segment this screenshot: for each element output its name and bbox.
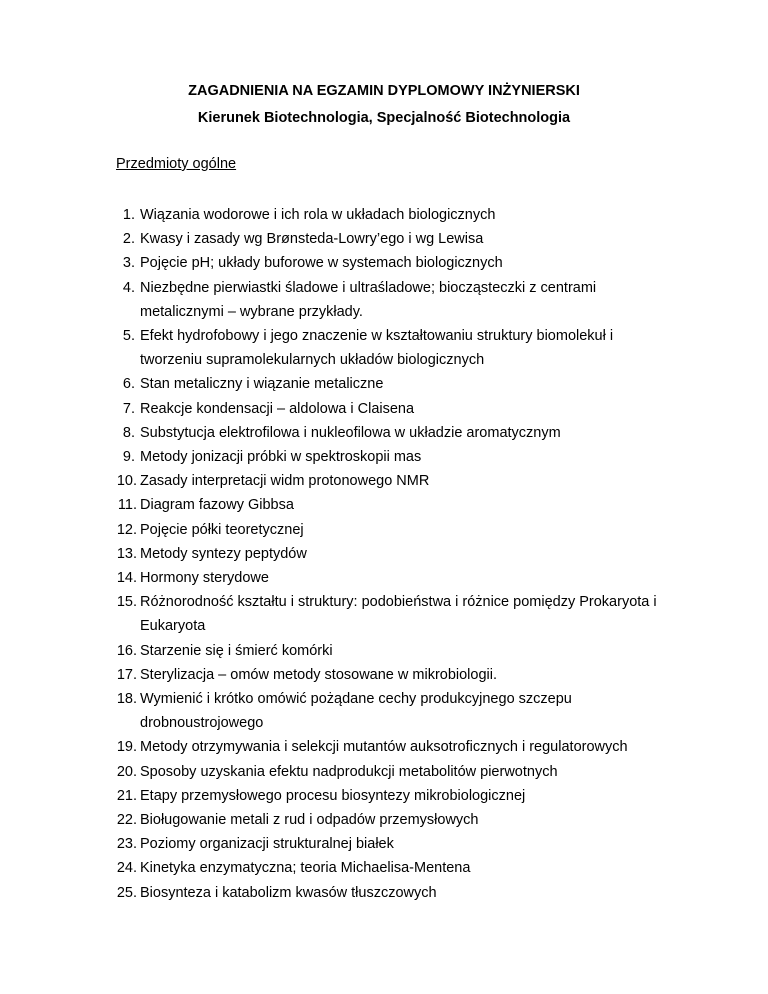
topic-text: Diagram fazowy Gibbsa: [140, 497, 294, 514]
topic-text: Pojęcie półki teoretycznej: [140, 521, 304, 538]
document-subtitle: Kierunek Biotechnologia, Specjalność Biotechnologia: [197, 110, 571, 126]
topic-number: 1.: [122, 207, 135, 223]
topic-item: [0, 276, 768, 324]
topic-text: Wymienić i krótko omówić pożądane cechy produkcyjnego szczepu drobnoustrojowego: [140, 691, 572, 732]
topic-text: Etapy przemysłowego procesu biosyntezy mikrobiologicznej: [140, 787, 526, 804]
topic-number: 17.: [116, 666, 137, 683]
topic-text: Starzenie się i śmierć komórki: [140, 642, 333, 659]
topic-text: Bioługowanie metali z rud i odpadów przemysłowych: [140, 812, 479, 829]
topic-text: Kwasy i zasady wg Brønsteda-Lowry’ego i wg Lewisa: [140, 231, 484, 248]
topic-text: Reakcje kondensacji – aldolowa i Claisena: [140, 400, 415, 417]
topic-number: 22.: [116, 812, 137, 829]
topic-text: Metody syntezy peptydów: [140, 545, 307, 562]
topic-item: [0, 421, 768, 445]
topic-item: [0, 687, 768, 735]
topic-text: Sposoby uzyskania efektu nadprodukcji metabolitów pierwotnych: [140, 763, 558, 780]
topic-number: 3.: [122, 255, 135, 272]
topic-number: 20.: [116, 763, 137, 780]
topic-text: Efekt hydrofobowy i jego znaczenie w kształtowaniu struktury biomolekuł i tworzeniu supramolekularnych układów biologicznych: [140, 328, 614, 369]
topic-number: 5.: [122, 328, 135, 345]
topic-item: [0, 590, 768, 638]
topic-number: 4.: [122, 279, 135, 296]
topic-item: [0, 469, 768, 493]
topic-number: 6.: [122, 376, 135, 393]
topic-text: Stan metaliczny i wiązanie metaliczne: [140, 376, 384, 393]
topic-item: [0, 808, 768, 832]
topic-number: 23.: [116, 836, 137, 853]
topic-text: Różnorodność kształtu i struktury: podobieństwa i różnice pomiędzy Prokaryota i Eukaryota: [140, 594, 657, 635]
topic-number: 16.: [116, 642, 137, 659]
topic-item: [0, 663, 768, 687]
topic-text: Substytucja elektrofilowa i nukleofilowa w układzie aromatycznym: [140, 424, 561, 441]
topic-text: Kinetyka enzymatyczna; teoria Michaelisa-Mentena: [140, 860, 471, 877]
topic-text: Biosynteza i katabolizm kwasów tłuszczowych: [140, 884, 437, 901]
topic-item: [0, 881, 768, 905]
topic-text: Poziomy organizacji strukturalnej białek: [140, 836, 394, 853]
topic-item: [0, 566, 768, 590]
topic-item: [0, 639, 768, 663]
topic-number: 9.: [122, 449, 135, 466]
topic-number: 18.: [116, 691, 137, 708]
topic-number: 21.: [116, 787, 137, 804]
topic-item: [0, 542, 768, 566]
topic-text: Metody jonizacji próbki w spektroskopii mas: [140, 449, 422, 466]
topic-number: 2.: [122, 231, 135, 248]
topic-text: Wiązania wodorowe i ich rola w układach biologicznych: [140, 207, 496, 223]
topic-list: [0, 203, 768, 905]
topic-item: [0, 856, 768, 880]
topic-text: Niezbędne pierwiastki śladowe i ultraśladowe; biocząsteczki z centrami metalicznymi – wybrane przykłady.: [140, 279, 597, 320]
topic-text: Metody otrzymywania i selekcji mutantów auksotroficznych i regulatorowych: [140, 739, 628, 756]
topic-item: [0, 760, 768, 784]
topic-item: [0, 445, 768, 469]
topic-item: [0, 735, 768, 759]
topic-item: [0, 203, 768, 227]
topic-item: [0, 324, 768, 372]
topic-item: [0, 251, 768, 275]
topic-text: Sterylizacja – omów metody stosowane w mikrobiologii.: [140, 666, 498, 683]
topic-text: Pojęcie pH; układy buforowe w systemach biologicznych: [140, 255, 503, 272]
topic-number: 15.: [116, 594, 137, 611]
topic-item: [0, 397, 768, 421]
topic-number: 24.: [116, 860, 137, 877]
topic-number: 13.: [116, 545, 137, 562]
topic-text: Zasady interpretacji widm protonowego NMR: [140, 473, 430, 490]
topic-item: [0, 518, 768, 542]
topic-number: 14.: [116, 570, 137, 587]
topic-text: Hormony sterydowe: [140, 570, 269, 587]
topic-number: 25.: [116, 884, 137, 901]
section-heading: Przedmioty ogólne: [116, 156, 237, 172]
topic-number: 8.: [122, 424, 135, 441]
topic-item: [0, 372, 768, 396]
topic-item: [0, 227, 768, 251]
topic-item: [0, 832, 768, 856]
document-title: ZAGADNIENIA NA EGZAMIN DYPLOMOWY INŻYNIERSKI: [188, 83, 580, 99]
topic-number: 7.: [122, 400, 135, 417]
topic-item: [0, 493, 768, 517]
topic-number: 19.: [116, 739, 137, 756]
topic-number: 10.: [116, 473, 137, 490]
topic-number: 11.: [117, 497, 137, 514]
topic-item: [0, 784, 768, 808]
topic-number: 12.: [116, 521, 137, 538]
